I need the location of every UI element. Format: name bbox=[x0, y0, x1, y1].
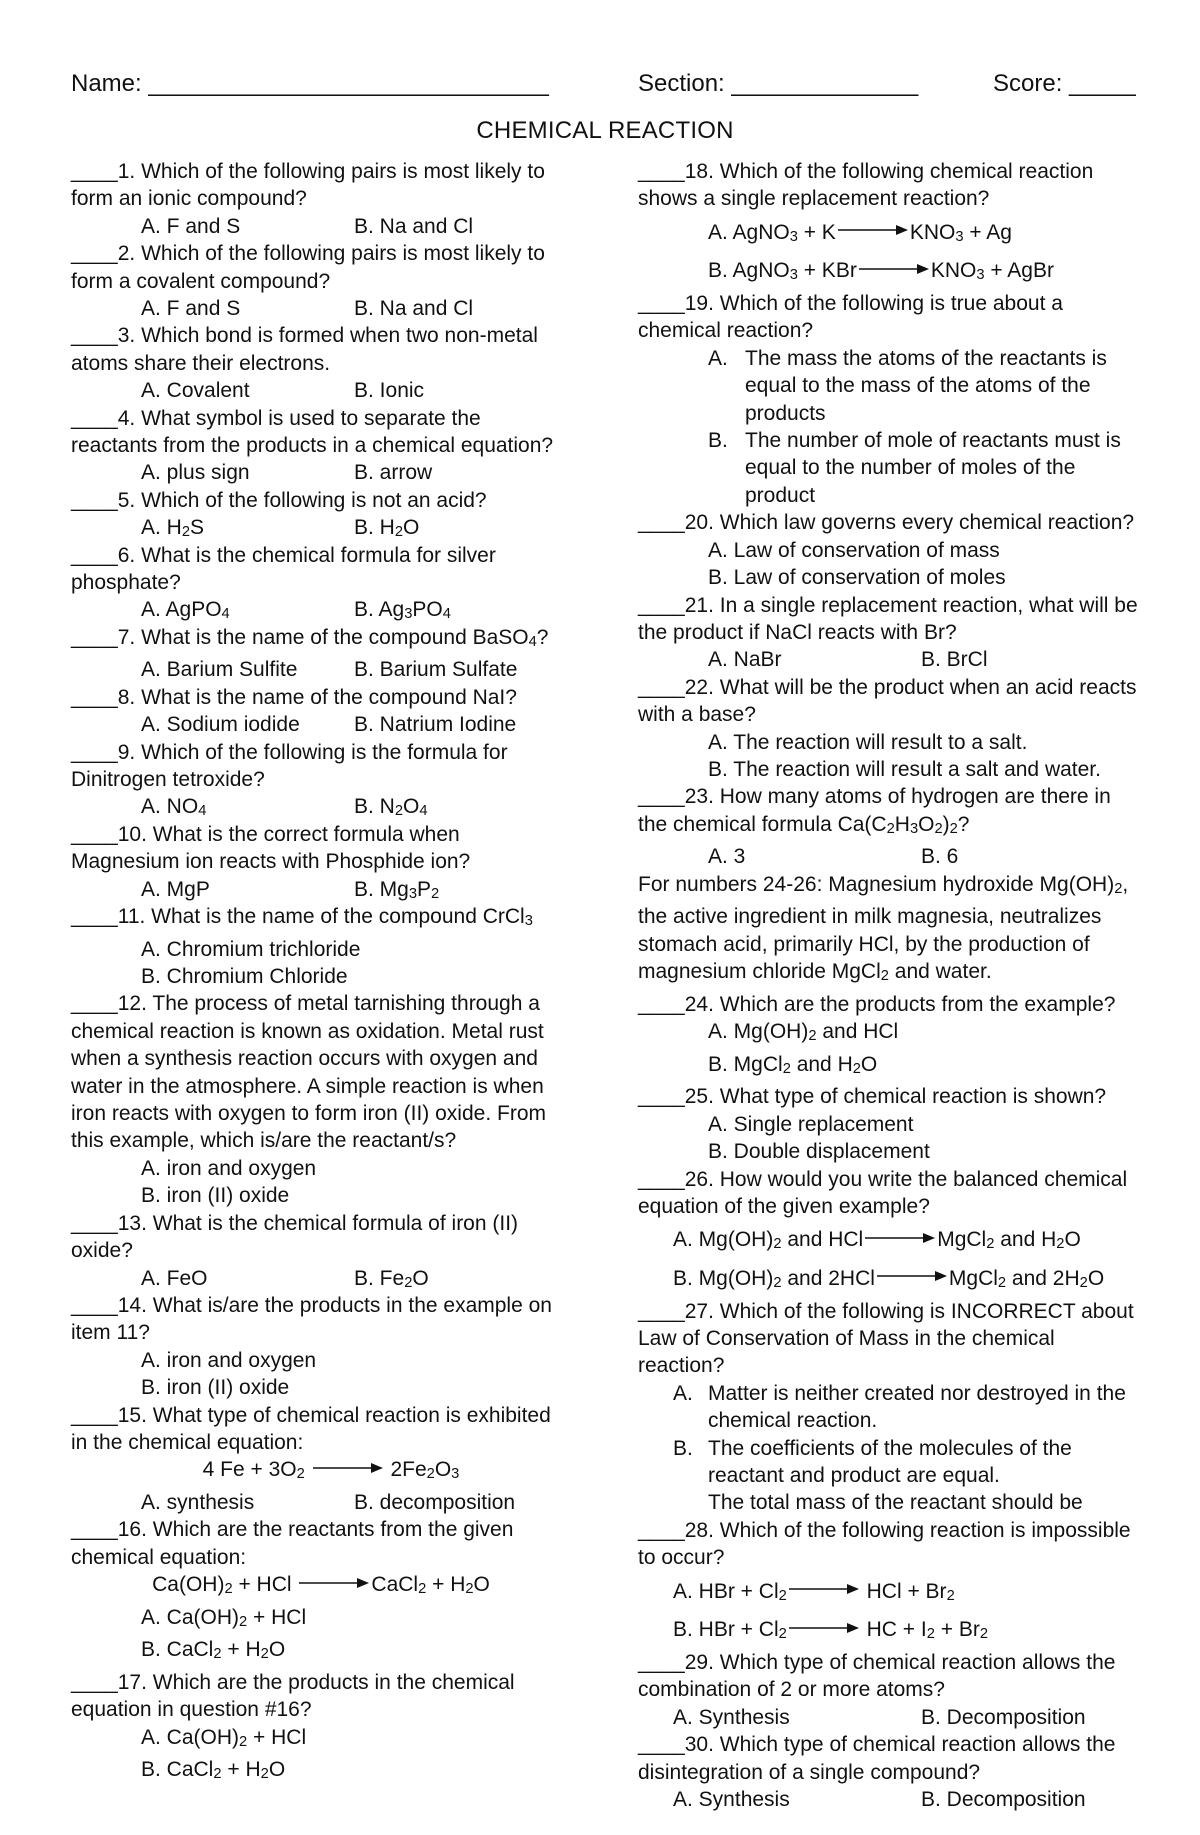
question-11: ____11. What is the name of the compound CrCl$_3$ bbox=[71, 905, 533, 930]
question-15-options bbox=[71, 1489, 571, 1516]
option-a: A. $NO_4$ bbox=[141, 795, 207, 820]
option-a: A. Matter is neither created nor destroyed in the chemical reaction. bbox=[673, 1381, 1126, 1433]
question-21-options bbox=[638, 646, 1138, 673]
option-a: A. F and S bbox=[141, 297, 241, 321]
option-a: A. Sodium iodide bbox=[141, 713, 300, 737]
option-a: A. Synthesis bbox=[673, 1705, 790, 1729]
question-2-options bbox=[71, 295, 571, 322]
question-9-options bbox=[71, 793, 571, 820]
question-14: ____14. What is/are the products in the example on item 11? bbox=[71, 1293, 552, 1345]
question-4-options bbox=[71, 459, 571, 486]
equation: 4 $Fe + 3O_2$ $2Fe_2O_3$ bbox=[202, 1458, 460, 1483]
option-a: A. Chromium trichloride bbox=[141, 937, 361, 961]
option-a: A. $H_2S$ bbox=[141, 516, 205, 541]
name-field-label: Name: ______________________________ bbox=[71, 70, 549, 97]
page-title: CHEMICAL REACTION bbox=[476, 117, 734, 144]
left-column bbox=[71, 158, 571, 1789]
option-b: B. AgNO$_3$ + KBr $KNO_3$ + AgBr bbox=[708, 259, 1054, 284]
option-b: B. BrCl bbox=[921, 648, 988, 672]
question-28: ____28. Which of the following reaction is impossible to occur? bbox=[638, 1518, 1131, 1570]
option-b: B. Natrium Iodine bbox=[354, 713, 517, 737]
question-1: ____1. Which of the following pairs is most likely to form an ionic compound? bbox=[71, 160, 545, 211]
question-3-options bbox=[71, 377, 571, 404]
question-30-options bbox=[638, 1786, 1138, 1813]
option-a: A. $Ca(OH)_2$ + HCl bbox=[141, 1725, 307, 1750]
option-a: A. Barium Sulfite bbox=[141, 658, 298, 682]
section-field-label: Section: ______________ bbox=[638, 70, 919, 97]
question-5: ____5. Which of the following is not an acid? bbox=[71, 488, 487, 512]
option-a: A. iron and oxygen bbox=[141, 1156, 317, 1180]
question-26: ____26. How would you write the balanced chemical equation of the given example? bbox=[638, 1167, 1128, 1219]
option-a: A. Single replacement bbox=[708, 1112, 914, 1136]
reaction-arrow-icon bbox=[789, 1622, 859, 1634]
question-6-options bbox=[71, 596, 571, 623]
option-a: A. synthesis bbox=[141, 1490, 255, 1514]
question-6: ____6. What is the chemical formula for silver phosphate? bbox=[71, 543, 496, 595]
reaction-arrow-icon bbox=[838, 224, 908, 236]
question-10: ____10. What is the correct formula when Magnesium ion reacts with Phosphide ion? bbox=[71, 822, 471, 874]
option-b: B. $H_2O$ bbox=[354, 516, 420, 541]
question-23-options bbox=[638, 843, 1138, 870]
option-b: B. CaCl$_2$ + $H_2O$ bbox=[141, 1638, 286, 1663]
question-24: ____24. Which are the products from the example? bbox=[638, 992, 1116, 1016]
question-9: ____9. Which of the following is the formula for Dinitrogen tetroxide? bbox=[71, 740, 508, 792]
option-c-text: The total mass of the reactant should be bbox=[708, 1491, 1083, 1515]
question-29: ____29. Which type of chemical reaction allows the combination of 2 or more atoms? bbox=[638, 1650, 1116, 1702]
question-3: ____3. Which bond is formed when two non-metal atoms share their electrons. bbox=[71, 324, 538, 375]
option-a: A. NaBr bbox=[708, 648, 782, 672]
question-8-options bbox=[71, 711, 571, 738]
option-b: B. Na and Cl bbox=[354, 297, 474, 321]
question-21: ____21. In a single replacement reaction, what will be the product if NaCl reacts with Br? bbox=[638, 593, 1138, 644]
question-15: ____15. What type of chemical reaction is exhibited in the chemical equation: bbox=[71, 1403, 551, 1454]
option-a: A. MgP bbox=[141, 877, 210, 901]
question-17: ____17. Which are the products in the chemical equation in question #16? bbox=[71, 1670, 515, 1722]
question-29-options bbox=[638, 1704, 1138, 1731]
reaction-arrow-icon bbox=[313, 1462, 383, 1474]
question-8: ____8. What is the name of the compound NaI? bbox=[71, 685, 517, 709]
option-a: A. The mass the atoms of the reactants is equal to the mass of the atoms of the products bbox=[708, 346, 1107, 425]
question-20: ____20. Which law governs every chemical reaction? bbox=[638, 511, 1135, 535]
passage-24-26: For numbers 24-26: Magnesium hydroxide $Mg(OH)_2$, the active ingredient in milk magnesia, neutralizes stomach acid, primarily HCl, by the production of magnesium chloride MgCl$_2$ and water. bbox=[638, 872, 1129, 985]
option-b: B. $Mg_3P_2$ bbox=[354, 877, 440, 902]
question-30: ____30. Which type of chemical reaction allows the disintegration of a single compound? bbox=[638, 1733, 1116, 1784]
option-b: B. iron (II) oxide bbox=[141, 1184, 290, 1208]
question-16: ____16. Which are the reactants from the given chemical equation: bbox=[71, 1518, 514, 1569]
option-a: A. AgNO$_3$ + K $KNO_3 + Ag$ bbox=[708, 220, 1012, 246]
option-b: B. $N_2O_4$ bbox=[354, 795, 428, 820]
reaction-arrow-icon bbox=[859, 263, 929, 275]
option-a: A. $Mg(OH)_2$ and HCl bbox=[708, 1020, 899, 1045]
option-a: A. HBr + $Cl_2$ HCl + $Br_2$ bbox=[673, 1579, 955, 1604]
option-b: B. Ionic bbox=[354, 379, 425, 403]
reaction-arrow-icon bbox=[789, 1583, 859, 1595]
question-19: ____19. Which of the following is true about a chemical reaction? bbox=[638, 292, 1063, 343]
question-10-options bbox=[71, 876, 571, 903]
option-b: B. The reaction will result a salt and water. bbox=[708, 757, 1101, 781]
option-b: B. Barium Sulfate bbox=[354, 658, 518, 682]
question-23: ____23. How many atoms of hydrogen are there in the chemical formula $Ca(C_2H_3O_2)_2$? bbox=[638, 785, 1111, 837]
option-b: B. iron (II) oxide bbox=[141, 1376, 290, 1400]
option-b: B. CaCl$_2$ + $H_2O$ bbox=[141, 1758, 286, 1783]
option-b: B. Law of conservation of moles bbox=[708, 566, 1006, 590]
option-a: A. FeO bbox=[141, 1266, 208, 1290]
option-a: A. iron and oxygen bbox=[141, 1348, 317, 1372]
question-13: ____13. What is the chemical formula of iron (II) oxide? bbox=[71, 1211, 519, 1263]
option-a: A. 3 bbox=[708, 845, 746, 869]
option-b: B. The coefficients of the molecules of the reactant and product are equal. bbox=[673, 1436, 1072, 1488]
option-b: B. decomposition bbox=[354, 1490, 516, 1514]
question-5-options bbox=[71, 514, 571, 541]
option-a: A. Synthesis bbox=[673, 1787, 790, 1811]
option-a: A. $Ca(OH)_2$ + HCl bbox=[141, 1605, 307, 1630]
score-field-label: Score: _____ bbox=[993, 70, 1136, 97]
option-a: A. AgPO$_4$ bbox=[141, 598, 230, 623]
question-27: ____27. Which of the following is INCORRECT about Law of Conservation of Mass in the chemical reaction? bbox=[638, 1299, 1134, 1378]
option-b: B. MgCl$_2$ and $H_2O$ bbox=[708, 1052, 878, 1077]
right-column bbox=[638, 158, 1138, 1813]
option-a: A. Covalent bbox=[141, 379, 250, 403]
option-b: B. Double displacement bbox=[708, 1140, 930, 1164]
question-4: ____4. What symbol is used to separate the reactants from the products in a chemical equation? bbox=[71, 406, 554, 458]
question-12: ____12. The process of metal tarnishing through a chemical reaction is known as oxidation. Metal rust when a synthesis reaction occurs with oxygen and water in the atmosphere. A simple reaction is when iron reacts with oxygen to form iron (II) oxide. From this example, which is/are the reactant/s? bbox=[71, 992, 546, 1153]
question-2: ____2. Which of the following pairs is most likely to form a covalent compound? bbox=[71, 242, 545, 293]
option-b: B. $Fe_2O$ bbox=[354, 1266, 429, 1291]
equation: $Ca(OH)_2$ + HCl CaCl$_2$ + $H_2O$ bbox=[152, 1573, 490, 1598]
option-a: A. plus sign bbox=[141, 461, 250, 485]
option-a: A. The reaction will result to a salt. bbox=[708, 730, 1028, 754]
option-a: A. Law of conservation of mass bbox=[708, 538, 1000, 562]
option-b: B. Decomposition bbox=[921, 1705, 1086, 1729]
question-18: ____18. Which of the following chemical reaction shows a single replacement reaction? bbox=[638, 160, 1094, 211]
question-7-options bbox=[71, 656, 571, 683]
option-b: B. The number of mole of reactants must is equal to the number of moles of the product bbox=[708, 429, 1121, 507]
option-a: A. F and S bbox=[141, 214, 241, 238]
question-7: ____7. What is the name of the compound BaSO$_4$? bbox=[71, 625, 549, 651]
question-13-options bbox=[71, 1265, 571, 1292]
reaction-arrow-icon bbox=[299, 1577, 369, 1589]
option-b: B. 6 bbox=[921, 845, 959, 869]
option-b: B. arrow bbox=[354, 461, 433, 485]
option-b: B. Na and Cl bbox=[354, 214, 474, 238]
option-b: B. HBr + $Cl_2$ HC + $I_2 + Br_2$ bbox=[673, 1618, 989, 1643]
option-b: B. Chromium Chloride bbox=[141, 965, 348, 989]
question-25: ____25. What type of chemical reaction is shown? bbox=[638, 1085, 1107, 1109]
option-b: B. $Ag_3PO_4$ bbox=[354, 598, 451, 623]
reaction-arrow-icon bbox=[877, 1270, 947, 1282]
reaction-arrow-icon bbox=[865, 1232, 935, 1244]
question-22: ____22. What will be the product when an acid reacts with a base? bbox=[638, 675, 1137, 727]
option-b: B. $Mg(OH)_2$ and 2HCl MgCl$_2$ and $2H_2O$ bbox=[673, 1267, 1105, 1292]
option-a: A. $Mg(OH)_2$ and HCl MgCl$_2$ and $H_2O$ bbox=[673, 1228, 1081, 1253]
question-1-options bbox=[71, 213, 571, 240]
option-b: B. Decomposition bbox=[921, 1787, 1086, 1811]
